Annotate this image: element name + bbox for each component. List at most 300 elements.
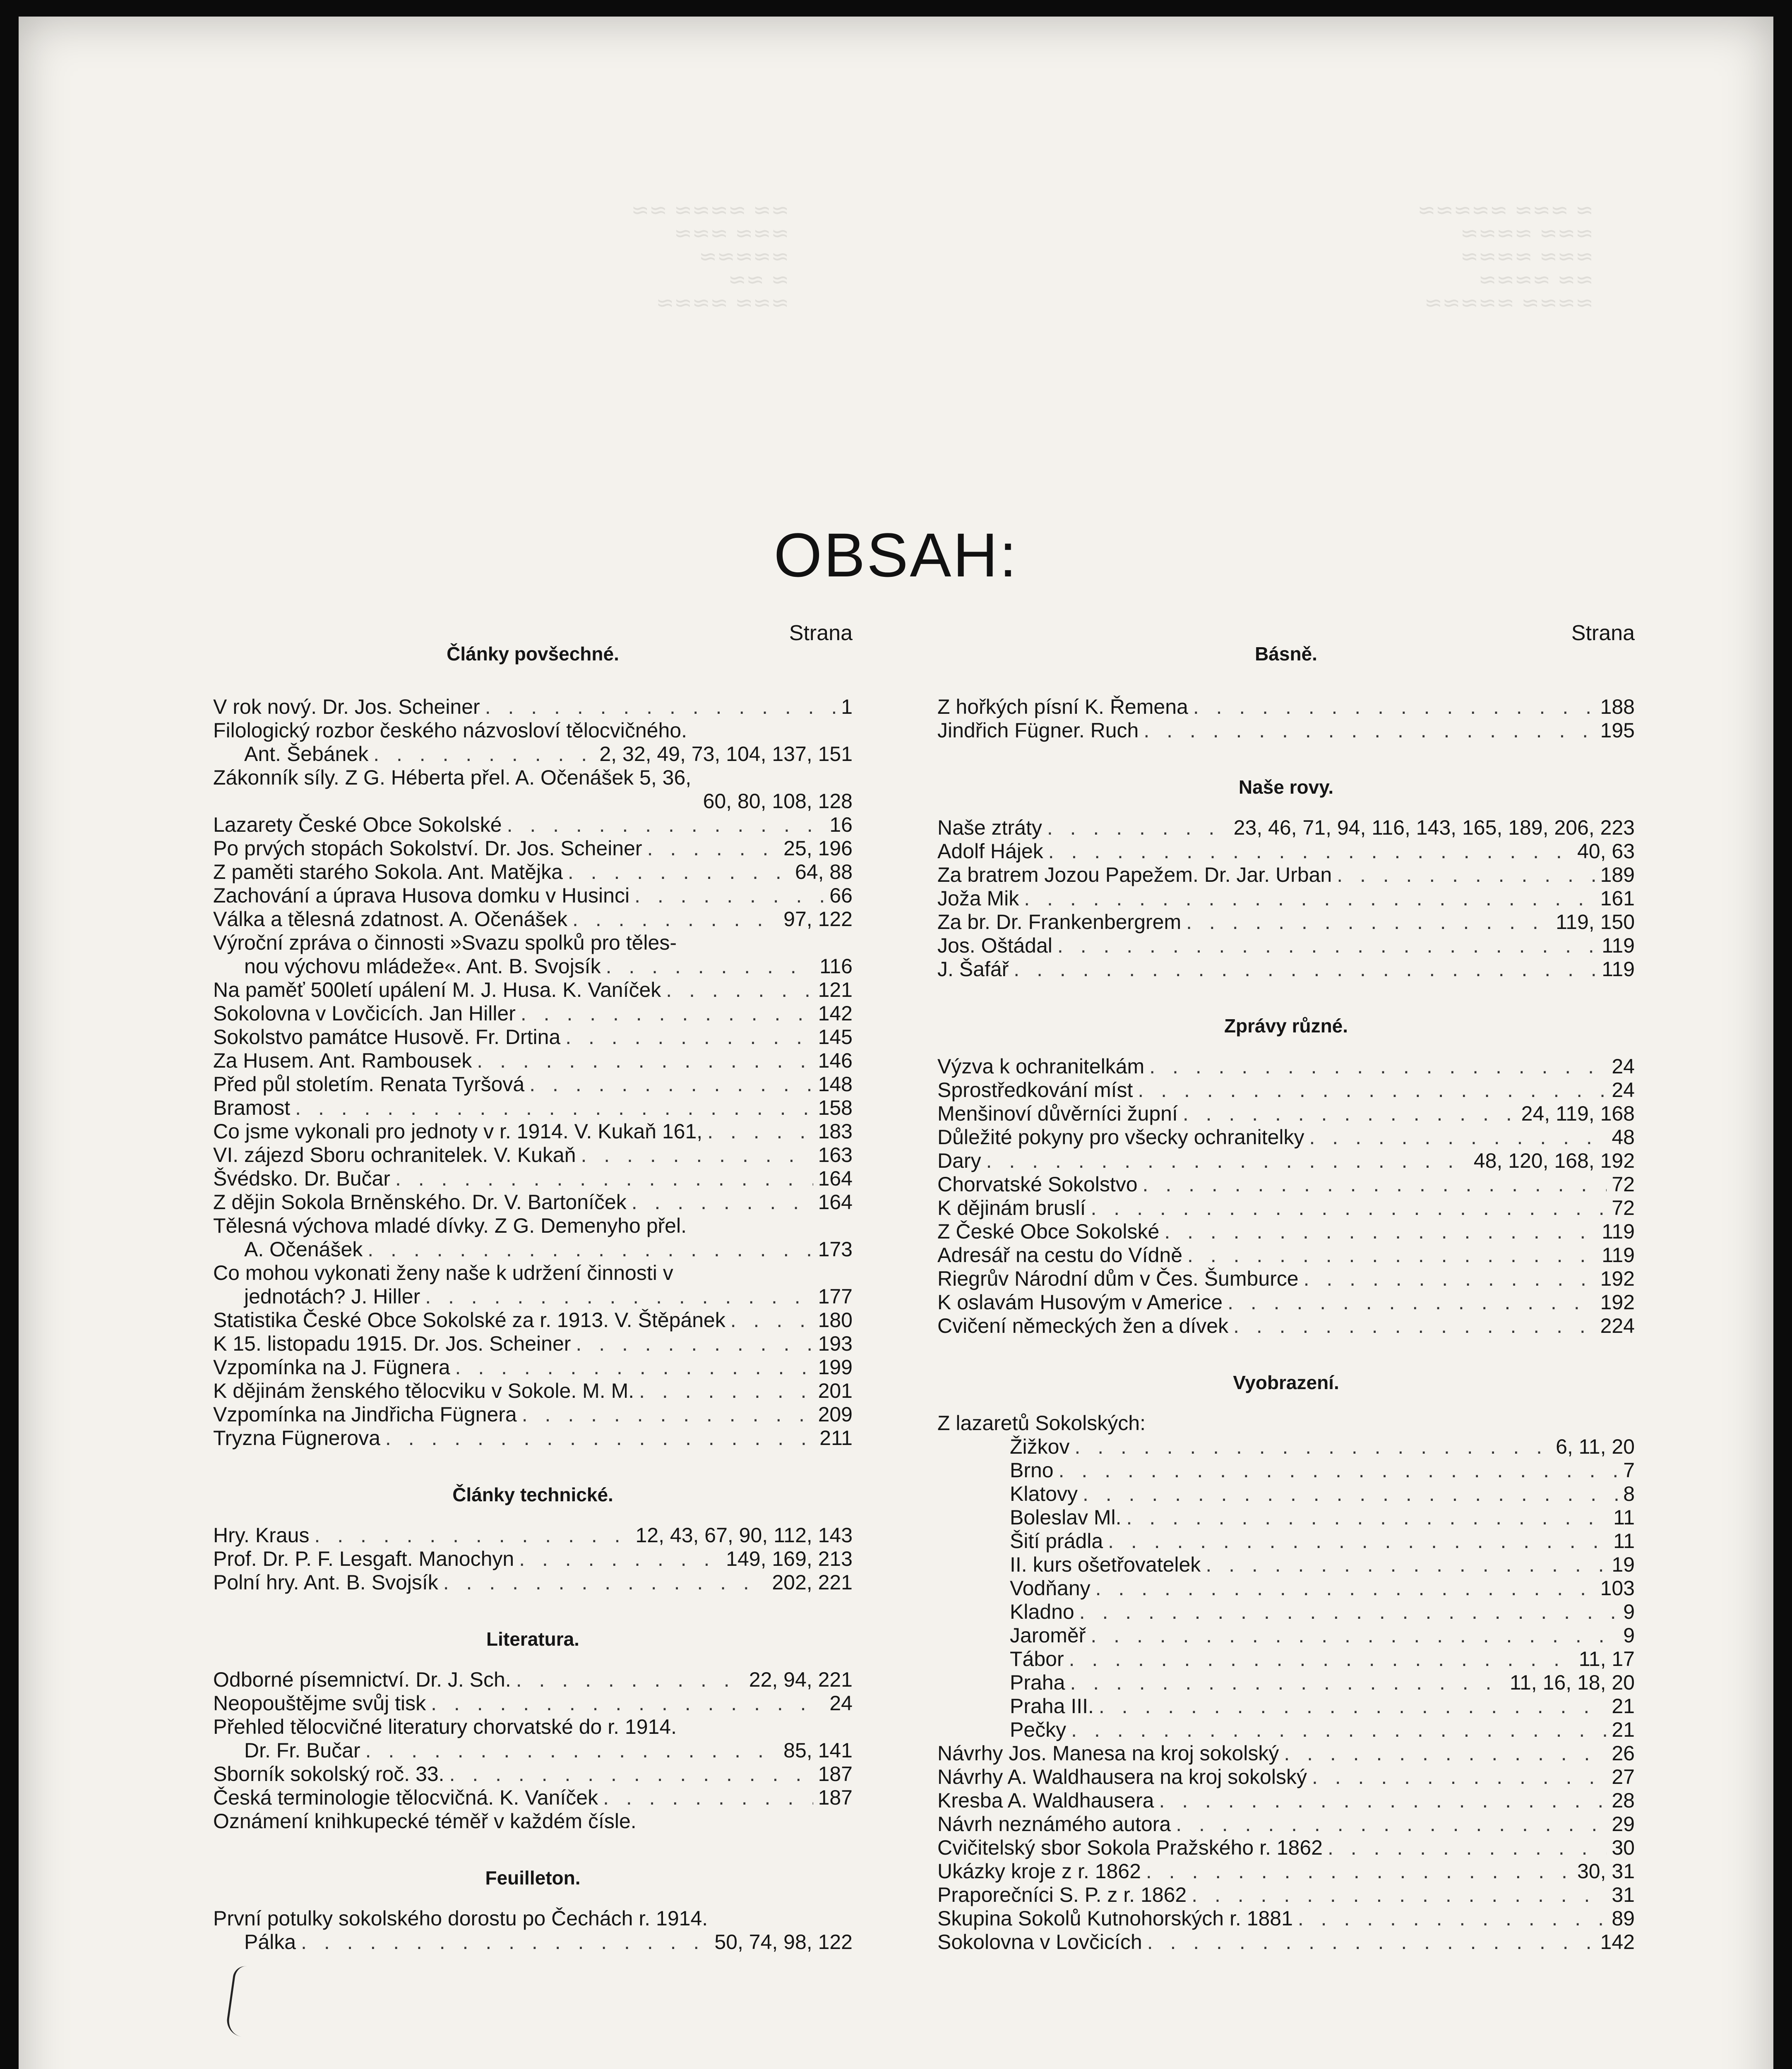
page-numbers: 40, 63 xyxy=(1577,840,1635,863)
toc-entry xyxy=(213,1261,853,1308)
dot-leader xyxy=(477,1049,813,1073)
section-heading: Články povšechné. xyxy=(447,643,619,665)
toc-entry xyxy=(937,1267,1635,1291)
dot-leader xyxy=(1337,863,1595,887)
toc-entry xyxy=(937,1482,1635,1506)
entry-title: Skupina Sokolů Kutnohorských r. 1881 xyxy=(937,1907,1293,1930)
page-numbers: 11, 16, 18, 20 xyxy=(1509,1671,1635,1694)
entry-title: V rok nový. Dr. Jos. Scheiner xyxy=(213,695,480,718)
page-numbers: 9 xyxy=(1623,1600,1635,1623)
toc-entry xyxy=(937,1243,1635,1267)
entry-title: II. kurs ošetřovatelek xyxy=(1010,1553,1201,1576)
toc-entry xyxy=(937,1126,1635,1149)
dot-leader xyxy=(1091,1624,1618,1647)
entry-title: Praha III. xyxy=(1010,1695,1094,1718)
page-numbers: 21 xyxy=(1612,1718,1635,1741)
entry-title: Sokolovna v Lovčicích. Jan Hiller xyxy=(213,1002,516,1025)
toc-entry xyxy=(937,1196,1635,1220)
page-numbers: 187 xyxy=(818,1786,853,1809)
dot-leader xyxy=(1057,934,1597,958)
entry-title: Kladno xyxy=(1010,1600,1074,1623)
toc-entry xyxy=(937,1220,1635,1243)
page-numbers: 30 xyxy=(1612,1836,1635,1859)
dot-leader xyxy=(1014,958,1597,981)
entry-title: Prof. Dr. P. F. Lesgaft. Manochyn xyxy=(213,1547,514,1570)
page-numbers: 11 xyxy=(1613,1506,1635,1529)
entry-title: Tryzna Fügnerova xyxy=(213,1426,380,1450)
entry-title: Z dějin Sokola Brněnského. Dr. V. Bartoníček xyxy=(213,1191,627,1214)
toc-entry xyxy=(213,1096,853,1120)
dot-leader xyxy=(1138,1078,1607,1102)
page-title: OBSAH: xyxy=(773,520,1019,590)
dot-leader xyxy=(1312,1765,1607,1789)
toc-entry xyxy=(937,1695,1635,1718)
page-numbers: 142 xyxy=(818,1002,853,1025)
strana-label: Strana xyxy=(1571,621,1635,645)
page-numbers: 195 xyxy=(1600,719,1635,742)
strana-label: Strana xyxy=(789,621,853,645)
entry-title: Praha xyxy=(1010,1671,1065,1694)
dot-leader xyxy=(395,1167,813,1191)
entry-title: K oslavám Husovým v Americe xyxy=(937,1291,1223,1314)
toc-entry xyxy=(213,1668,853,1692)
toc-entry xyxy=(213,1379,853,1403)
entry-title: Vzpomínka na Jindřicha Fügnera xyxy=(213,1403,517,1426)
page-numbers: 9 xyxy=(1623,1624,1635,1647)
entry-title: Návrh neznámého autora xyxy=(937,1812,1171,1836)
page-numbers: 164 xyxy=(818,1167,853,1190)
dot-leader xyxy=(1047,816,1229,840)
toc-entry xyxy=(937,1907,1635,1930)
page-numbers: 121 xyxy=(818,978,853,1001)
entry-title: Klatovy xyxy=(1010,1482,1078,1505)
dot-leader xyxy=(707,1120,813,1143)
page-numbers: 192 xyxy=(1600,1267,1635,1290)
page-numbers: 173 xyxy=(818,1238,853,1261)
dot-leader xyxy=(1298,1907,1607,1930)
toc-entry xyxy=(937,1078,1635,1102)
toc-entry xyxy=(937,1647,1635,1671)
dot-leader xyxy=(507,813,825,837)
entry-title: Pečky xyxy=(1010,1718,1067,1741)
toc-entry xyxy=(213,1403,853,1426)
page-numbers: 199 xyxy=(818,1356,853,1379)
dot-leader xyxy=(1048,840,1572,863)
page-numbers: 85, 141 xyxy=(783,1739,853,1762)
toc-entry xyxy=(937,1930,1635,1954)
entry-title: Praporečníci S. P. z r. 1862 xyxy=(937,1883,1187,1906)
dot-leader xyxy=(1099,1695,1607,1718)
entry-title: K dějinám ženského tělocviku v Sokole. M. M. xyxy=(213,1379,634,1402)
page-numbers: 24 xyxy=(1612,1078,1635,1102)
page-numbers: 119 xyxy=(1602,934,1635,957)
dot-leader xyxy=(449,1762,813,1786)
dot-leader xyxy=(385,1426,814,1450)
dot-leader xyxy=(1127,1506,1609,1529)
entry-title: Jaroměř xyxy=(1010,1624,1086,1647)
page-numbers: 30, 31 xyxy=(1577,1860,1635,1883)
section-heading: Básně. xyxy=(1255,643,1317,665)
section-heading: Literatura. xyxy=(486,1628,579,1650)
toc-entry xyxy=(213,1073,853,1096)
toc-entry xyxy=(213,1167,853,1191)
toc-section xyxy=(937,1013,1635,1338)
entry-title: Bramost xyxy=(213,1096,291,1119)
entry-title: Za Husem. Ant. Rambousek xyxy=(213,1049,472,1072)
toc-entry xyxy=(213,1810,853,1833)
page-numbers: 187 xyxy=(818,1762,853,1786)
toc-entry xyxy=(937,1836,1635,1860)
entry-title: Menšinoví důvěrníci župní xyxy=(937,1102,1178,1125)
toc-entry xyxy=(213,1547,853,1571)
page-numbers: 193 xyxy=(818,1332,853,1355)
toc-entry xyxy=(937,695,1635,719)
toc-entry xyxy=(937,1765,1635,1789)
page-numbers: 148 xyxy=(818,1073,853,1096)
page-numbers: 23, 46, 71, 94, 116, 143, 165, 189, 206, 223 xyxy=(1233,816,1635,839)
dot-leader xyxy=(529,1073,813,1096)
entry-title: Filologický rozbor českého názvosloví tělocvičného. xyxy=(213,719,687,742)
entry-title: Válka a tělesná zdatnost. A. Očenášek xyxy=(213,907,568,931)
entry-title: Cvičitelský sbor Sokola Pražského r. 1862 xyxy=(937,1836,1323,1859)
toc-entry xyxy=(213,1214,853,1261)
entry-title: A. Očenášek xyxy=(244,1238,363,1261)
page-numbers: 202, 221 xyxy=(772,1571,853,1594)
entry-title: Na paměť 500letí upálení M. J. Husa. K. Vaníček xyxy=(213,978,661,1001)
dot-leader xyxy=(1193,695,1595,719)
page-numbers: 149, 169, 213 xyxy=(726,1547,853,1570)
toc-entry xyxy=(937,1718,1635,1742)
dot-leader xyxy=(1024,887,1595,910)
page-numbers: 145 xyxy=(818,1025,853,1049)
entry-title: Vzpomínka na J. Fügnera xyxy=(213,1356,450,1379)
toc-section xyxy=(213,641,853,1450)
page-numbers: 72 xyxy=(1612,1173,1635,1196)
dot-leader xyxy=(425,1285,813,1308)
dot-leader xyxy=(632,1191,813,1214)
toc-entry xyxy=(937,1883,1635,1907)
dot-leader xyxy=(647,837,779,860)
toc-entry xyxy=(937,1173,1635,1196)
toc-entry xyxy=(213,813,853,837)
dot-leader xyxy=(730,1308,813,1332)
dot-leader xyxy=(1069,1647,1574,1671)
toc-entry xyxy=(213,1907,853,1954)
entry-title: Vodňany xyxy=(1010,1577,1091,1600)
entry-title: Sokolstvo památce Husově. Fr. Drtina xyxy=(213,1025,561,1049)
entry-title: Šití prádla xyxy=(1010,1529,1103,1553)
entry-title: Výzva k ochranitelkám xyxy=(937,1055,1145,1078)
dot-leader xyxy=(431,1692,824,1715)
dot-leader xyxy=(301,1930,709,1954)
page-numbers: 24 xyxy=(829,1692,853,1715)
toc-section xyxy=(213,1482,853,1594)
page-numbers: 28 xyxy=(1612,1789,1635,1812)
toc-entry xyxy=(213,1308,853,1332)
dot-leader xyxy=(1108,1529,1608,1553)
page-numbers: 25, 196 xyxy=(783,837,853,860)
dot-leader xyxy=(1304,1267,1595,1291)
dot-leader xyxy=(565,1025,813,1049)
dot-leader xyxy=(485,695,836,719)
list-intro: Z lazaretů Sokolských: xyxy=(937,1411,1146,1435)
entry-title: Tělesná výchova mladé dívky. Z G. Demenyho přel. xyxy=(213,1214,687,1237)
dot-leader xyxy=(581,1143,813,1167)
page-numbers: 27 xyxy=(1612,1765,1635,1788)
entry-title: Sborník sokolský roč. 33. xyxy=(213,1762,444,1786)
dot-leader xyxy=(1186,910,1551,934)
dot-leader xyxy=(568,860,790,884)
dot-leader xyxy=(1284,1742,1607,1765)
entry-title: Neopouštějme svůj tisk xyxy=(213,1692,426,1715)
entry-title: Adolf Hájek xyxy=(937,840,1043,863)
toc-entry xyxy=(937,1314,1635,1338)
entry-title: Cvičení německých žen a dívek xyxy=(937,1314,1229,1337)
toc-entry xyxy=(937,1742,1635,1765)
entry-title: K 15. listopadu 1915. Dr. Jos. Scheiner xyxy=(213,1332,571,1355)
entry-title: Lazarety České Obce Sokolské xyxy=(213,813,502,836)
entry-title: Sprostředkování míst xyxy=(937,1078,1133,1102)
page-numbers: 7 xyxy=(1623,1459,1635,1482)
entry-title: Švédsko. Dr. Bučar xyxy=(213,1167,390,1190)
entry-title: Kresba A. Waldhausera xyxy=(937,1789,1154,1812)
dot-leader xyxy=(1143,1173,1607,1196)
page-numbers: 180 xyxy=(818,1308,853,1332)
toc-entry xyxy=(213,1002,853,1025)
toc-entry xyxy=(213,1120,853,1143)
dot-leader xyxy=(1183,1102,1516,1126)
entry-title: Hry. Kraus xyxy=(213,1524,310,1547)
entry-title: Naše ztráty xyxy=(937,816,1042,839)
dot-leader xyxy=(1071,1718,1607,1742)
bleed-through-text: ≈ ≈≈≈ ≈≈≈≈≈ ≈≈≈ ≈≈≈≈ ≈≈≈ ≈≈≈≈ ≈≈ ≈≈≈≈ ≈≈≈≈ ≈≈≈≈≈ xyxy=(1417,198,1594,315)
toc-section xyxy=(937,641,1635,742)
toc-entry xyxy=(213,1715,853,1762)
toc-entry xyxy=(213,1332,853,1356)
dot-leader xyxy=(1328,1836,1607,1860)
dot-leader xyxy=(1164,1220,1597,1243)
entry-title: Za br. Dr. Frankenbergrem xyxy=(937,910,1182,934)
dot-leader xyxy=(519,1547,721,1571)
entry-title: Tábor xyxy=(1010,1647,1064,1671)
page-numbers: 29 xyxy=(1612,1812,1635,1836)
page-numbers: 164 xyxy=(818,1191,853,1214)
toc-entry xyxy=(213,1356,853,1379)
entry-title: Polní hry. Ant. B. Svojsík xyxy=(213,1571,438,1594)
dot-leader xyxy=(634,884,824,907)
entry-title: Jos. Oštádal xyxy=(937,934,1052,957)
page-numbers: 26 xyxy=(1612,1742,1635,1765)
right-column xyxy=(937,621,1635,1986)
page-numbers: 48 xyxy=(1612,1126,1635,1149)
toc-entry xyxy=(937,934,1635,958)
toc-entry xyxy=(213,1426,853,1450)
entry-title: Ant. Šebánek xyxy=(244,742,369,766)
toc-entry xyxy=(213,907,853,931)
entry-title: Boleslav Ml. xyxy=(1010,1506,1122,1529)
toc-entry xyxy=(937,910,1635,934)
page-numbers: 2, 32, 49, 73, 104, 137, 151 xyxy=(599,742,853,766)
entry-title: Návrhy A. Waldhausera na kroj sokolský xyxy=(937,1765,1307,1788)
section-heading: Feuilleton. xyxy=(485,1867,581,1889)
dot-leader xyxy=(1187,1243,1597,1267)
page-numbers: 161 xyxy=(1600,887,1635,910)
page-numbers: 189 xyxy=(1600,863,1635,886)
entry-title: Zákonník síly. Z G. Héberta přel. A. Očenášek 5, 36, xyxy=(213,766,692,789)
entry-title: J. Šafář xyxy=(937,958,1009,981)
page-numbers: 8 xyxy=(1623,1482,1635,1505)
entry-title: Žižkov xyxy=(1010,1435,1070,1458)
toc-entry xyxy=(213,1762,853,1786)
dot-leader xyxy=(603,1786,813,1810)
section-heading: Vyobrazení. xyxy=(1233,1372,1339,1393)
entry-title: Za bratrem Jozou Papežem. Dr. Jar. Urban xyxy=(937,863,1332,886)
toc-section xyxy=(213,1627,853,1833)
page-numbers: 183 xyxy=(818,1120,853,1143)
page-numbers: 192 xyxy=(1600,1291,1635,1314)
entry-title: Z paměti starého Sokola. Ant. Matějka xyxy=(213,860,563,883)
dot-leader xyxy=(1146,1860,1572,1883)
dot-leader xyxy=(365,1739,779,1762)
page-numbers: 188 xyxy=(1600,695,1635,718)
entry-title: nou výchovu mládeže«. Ant. B. Svojsík xyxy=(244,955,601,978)
dot-leader xyxy=(1233,1314,1595,1338)
entry-title: Oznámení knihkupecké téměř v každém čísle. xyxy=(213,1810,637,1833)
dot-leader xyxy=(314,1524,630,1547)
dot-leader xyxy=(516,1668,744,1692)
toc-entry xyxy=(213,1571,853,1594)
page-numbers: 158 xyxy=(818,1096,853,1119)
entry-title: Riegrův Národní dům v Čes. Šumburce xyxy=(937,1267,1299,1290)
toc-entry xyxy=(213,1524,853,1547)
entry-title: Statistika České Obce Sokolské za r. 1913. V. Štěpánek xyxy=(213,1308,725,1332)
toc-entry xyxy=(213,884,853,907)
page-numbers: 48, 120, 168, 192 xyxy=(1473,1149,1635,1172)
entry-title: K dějinám bruslí xyxy=(937,1196,1086,1219)
dot-leader xyxy=(576,1332,813,1356)
page-numbers: 119 xyxy=(1602,1220,1635,1243)
dot-leader xyxy=(572,907,778,931)
entry-title: jednotách? J. Hiller xyxy=(244,1285,420,1308)
entry-title: Chorvatské Sokolstvo xyxy=(937,1173,1138,1196)
entry-title: Dr. Fr. Bučar xyxy=(244,1739,360,1762)
page-numbers: 50, 74, 98, 122 xyxy=(714,1930,853,1954)
section-heading: Zprávy různé. xyxy=(1224,1015,1348,1037)
toc-entry xyxy=(937,1577,1635,1600)
page-numbers: 211 xyxy=(819,1426,853,1450)
dot-leader xyxy=(1074,1435,1551,1459)
page-numbers: 119 xyxy=(1602,1243,1635,1267)
toc-entry xyxy=(213,719,853,766)
section-heading: Naše rovy. xyxy=(1238,776,1334,798)
dot-leader xyxy=(1206,1553,1607,1577)
dot-leader xyxy=(1059,1459,1619,1482)
entry-title: Sokolovna v Lovčicích xyxy=(937,1930,1142,1954)
page-numbers: 116 xyxy=(819,955,853,978)
entry-title: Zachování a úprava Husova domku v Husinci xyxy=(213,884,630,907)
toc-entry xyxy=(213,1143,853,1167)
entry-title: Výroční zpráva o činnosti »Svazu spolků pro těles- xyxy=(213,931,677,954)
page-numbers: 146 xyxy=(818,1049,853,1072)
page-numbers: 119, 150 xyxy=(1556,910,1635,934)
entry-title: Přehled tělocvičné literatury chorvatské do r. 1914. xyxy=(213,1715,677,1738)
dot-leader xyxy=(455,1356,813,1379)
entry-title: 60, 80, 108, 128 xyxy=(703,790,853,813)
dot-leader xyxy=(1149,1055,1607,1078)
toc-entry xyxy=(213,766,853,813)
dot-leader xyxy=(1079,1600,1618,1624)
dot-leader xyxy=(1091,1196,1607,1220)
page-numbers: 142 xyxy=(1600,1930,1635,1954)
page-numbers: 16 xyxy=(829,813,853,836)
entry-title: První potulky sokolského dorostu po Čechách r. 1914. xyxy=(213,1907,708,1930)
entry-title: Z hořkých písní K. Řemena xyxy=(937,695,1188,718)
dot-leader xyxy=(1143,719,1595,742)
entry-title: Česká terminologie tělocvičná. K. Vaníček xyxy=(213,1786,598,1809)
section-heading: Články technické. xyxy=(452,1484,613,1505)
page-numbers: 31 xyxy=(1612,1883,1635,1906)
toc-section xyxy=(213,1865,853,1954)
dot-leader xyxy=(295,1096,813,1120)
toc-entry xyxy=(937,1789,1635,1812)
page-numbers: 19 xyxy=(1612,1553,1635,1576)
toc-entry xyxy=(937,1102,1635,1126)
entry-title: VI. zájezd Sboru ochranitelek. V. Kukaň xyxy=(213,1143,576,1167)
document-page xyxy=(19,17,1773,2069)
page-numbers: 1 xyxy=(841,695,853,718)
entry-title: Joža Mik xyxy=(937,887,1019,910)
toc-entry xyxy=(937,1529,1635,1553)
toc-entry xyxy=(937,1459,1635,1482)
toc-entry xyxy=(937,1812,1635,1836)
toc-section xyxy=(937,775,1635,981)
dot-leader xyxy=(1070,1671,1504,1695)
toc-entry xyxy=(213,837,853,860)
toc-entry xyxy=(213,1692,853,1715)
entry-title: Odborné písemnictví. Dr. J. Sch. xyxy=(213,1668,511,1691)
toc-entry xyxy=(937,840,1635,863)
page-numbers: 24, 119, 168 xyxy=(1521,1102,1635,1125)
dot-leader xyxy=(666,978,813,1002)
entry-title: Návrhy Jos. Manesa na kroj sokolský xyxy=(937,1742,1279,1765)
toc-entry xyxy=(937,1291,1635,1314)
page-numbers: 66 xyxy=(829,884,853,907)
toc-entry xyxy=(213,1025,853,1049)
dot-leader xyxy=(1095,1577,1595,1600)
page-numbers: 22, 94, 221 xyxy=(749,1668,853,1691)
dot-leader xyxy=(986,1149,1469,1173)
entry-title: Brno xyxy=(1010,1459,1054,1482)
left-column xyxy=(213,621,853,1986)
toc-entry xyxy=(213,1786,853,1810)
toc-section xyxy=(937,1370,1635,1954)
toc-entry xyxy=(937,719,1635,742)
toc-entry xyxy=(937,1671,1635,1695)
toc-entry xyxy=(213,978,853,1002)
page-numbers: 21 xyxy=(1612,1695,1635,1718)
toc-entry xyxy=(937,1435,1635,1459)
page-numbers: 224 xyxy=(1600,1314,1635,1337)
entry-title: Jindřich Fügner. Ruch xyxy=(937,719,1139,742)
entry-title: Dary xyxy=(937,1149,981,1172)
toc-entry xyxy=(937,1055,1635,1078)
toc-entry xyxy=(937,1149,1635,1173)
dot-leader xyxy=(521,1002,813,1025)
toc-entry xyxy=(937,958,1635,981)
page-numbers: 163 xyxy=(818,1143,853,1167)
entry-title: Co jsme vykonali pro jednoty v r. 1914. V. Kukaň 161, xyxy=(213,1120,703,1143)
dot-leader xyxy=(1083,1482,1618,1506)
